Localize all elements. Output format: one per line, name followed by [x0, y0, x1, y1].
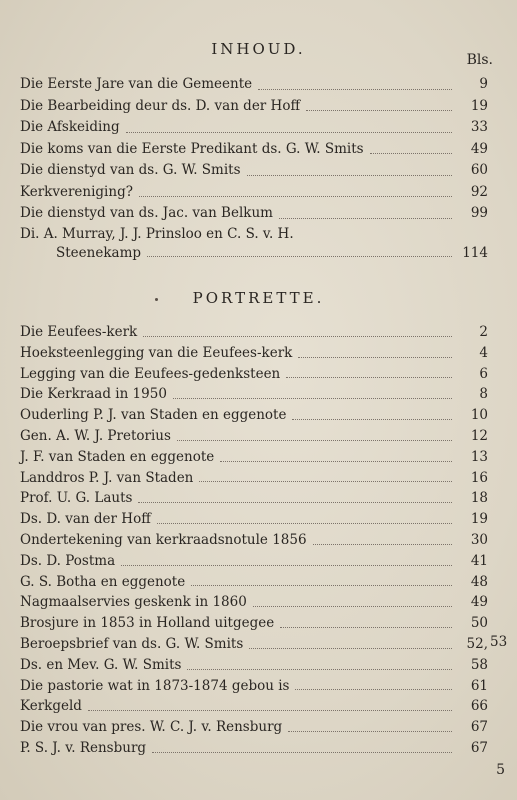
portrait-entry: [20, 364, 488, 385]
entry-title: Die Bearbeiding deur ds. D. van der Hoff: [20, 97, 301, 114]
dot-leader: [313, 544, 452, 545]
entry-page: 13: [470, 448, 488, 465]
entry-title: Die Afskeiding: [20, 119, 120, 135]
entry-title: Legging van die Eeufees-gedenksteen: [20, 365, 281, 382]
dot-leader: [139, 196, 452, 197]
contents-heading: INHOUD.: [211, 40, 306, 58]
dot-leader: [279, 218, 452, 219]
portrait-entry: [20, 405, 488, 426]
entry-page: 58: [470, 656, 488, 673]
contents-entry: [20, 96, 488, 118]
contents-entry: [20, 74, 488, 96]
entry-page: 6: [479, 365, 488, 382]
portrait-entry: [20, 322, 488, 343]
entry-page: 18: [470, 490, 488, 507]
entry-title: Die vrou van pres. W. C. J. v. Rensburg: [20, 719, 283, 736]
contents-entry: [20, 203, 488, 225]
entry-title: Die dienstyd van ds. G. W. Smits: [20, 162, 241, 178]
dot-leader: [126, 132, 452, 133]
entry-page: 8: [479, 386, 488, 403]
portrait-entry: [20, 634, 488, 655]
dot-leader: [292, 419, 452, 420]
dot-leader: [253, 606, 452, 607]
entry-page: 49: [470, 594, 488, 611]
entry-page: 16: [470, 469, 488, 486]
dot-leader: [280, 627, 452, 628]
portrait-entry: [20, 572, 488, 593]
dot-leader: [295, 689, 452, 690]
entry-title-line1: Di. A. Murray, J. J. Prinsloo en C. S. v. H.: [20, 225, 294, 242]
entry-title: Brosjure in 1853 in Holland uitgegee: [20, 615, 275, 632]
entry-page: 41: [470, 552, 488, 569]
portrait-entry: [20, 717, 488, 738]
entry-title: J. F. van Staden en eggenote: [20, 448, 215, 465]
entry-title: Ds. D. van der Hoff: [20, 511, 151, 528]
dot-leader: [121, 565, 452, 566]
dot-leader: [152, 752, 452, 753]
entry-page: 52,: [466, 635, 488, 652]
entry-page: 19: [470, 97, 488, 114]
entry-page: 4: [479, 344, 488, 361]
entry-title: Kerkgeld: [20, 698, 82, 715]
dot-leader: [138, 502, 452, 503]
dot-leader: [173, 398, 452, 399]
entry-title: Ds. D. Postma: [20, 552, 116, 569]
contents-entry: [20, 182, 488, 204]
entry-title: Beroepsbrief van ds. G. W. Smits: [20, 635, 244, 652]
entry-title: Ds. en Mev. G. W. Smits: [20, 656, 182, 673]
entry-title: Die Eeufees-kerk: [20, 324, 138, 340]
dot-leader: [220, 461, 452, 462]
entry-title: Die dienstyd van ds. Jac. van Belkum: [20, 205, 273, 221]
entry-page: 48: [470, 573, 488, 590]
entry-title-line2: Steenekamp: [56, 244, 142, 261]
entry-title: Gen. A. W. J. Pretorius: [20, 427, 171, 444]
entry-title: Ouderling P. J. van Staden en eggenote: [20, 407, 287, 424]
contents-entry: [20, 117, 488, 139]
entry-title: Hoeksteenlegging van die Eeufees-kerk: [20, 344, 293, 361]
contents-entry-multiline: [20, 225, 488, 263]
portrait-entry: [20, 676, 488, 697]
entry-page: 99: [470, 205, 488, 221]
entry-title: Kerkvereniging?: [20, 183, 133, 200]
dot-leader: [199, 481, 452, 482]
entry-page: 92: [470, 183, 488, 200]
portrait-entry: [20, 468, 488, 489]
portrait-entry: [20, 343, 488, 364]
dot-leader: [306, 110, 452, 111]
portrait-entry: [20, 613, 488, 634]
entry-page: 61: [470, 677, 488, 694]
entry-page: 67: [470, 719, 488, 736]
portrait-entry: [20, 551, 488, 572]
page-column-label: Bls.: [466, 52, 493, 68]
entry-page: 33: [470, 119, 488, 135]
entry-title: Nagmaalservies geskenk in 1860: [20, 594, 247, 611]
contents-list: [20, 74, 488, 263]
entry-title: Die Eerste Jare van die Gemeente: [20, 76, 253, 92]
dot-leader: [247, 175, 453, 176]
portrait-entry: [20, 509, 488, 530]
dot-leader: [187, 669, 452, 670]
entry-page: 10: [470, 407, 488, 424]
portraits-list: [20, 322, 488, 759]
page-number: 5: [496, 762, 505, 778]
entry-page: 2: [479, 324, 488, 340]
dot-leader: [157, 523, 452, 524]
dot-leader: [258, 89, 452, 90]
entry-title: Die Kerkraad in 1950: [20, 386, 167, 403]
entry-page: 66: [470, 698, 488, 715]
portrait-entry: [20, 488, 488, 509]
dot-leader: [191, 585, 452, 586]
entry-page: 19: [470, 511, 488, 528]
dot-leader: [88, 710, 452, 711]
portrait-entry: [20, 426, 488, 447]
entry-title: Die pastorie wat in 1873-1874 gebou is: [20, 677, 290, 694]
portrait-entry: [20, 655, 488, 676]
entry-title: Prof. U. G. Lauts: [20, 490, 133, 507]
entry-page: 50: [470, 615, 488, 632]
entry-title: Ondertekening van kerkraadsnotule 1856: [20, 531, 307, 548]
entry-title: G. S. Botha en eggenote: [20, 573, 186, 590]
dot-leader: [177, 440, 452, 441]
entry-page: 12: [470, 427, 488, 444]
portrait-entry: [20, 738, 488, 759]
extra-page-number: 53: [490, 634, 508, 650]
entry-title: P. S. J. v. Rensburg: [20, 739, 147, 756]
dot-leader: [298, 357, 452, 358]
entry-title: Die koms van die Eerste Predikant ds. G. W. Smits: [20, 140, 364, 157]
portraits-heading: PORTRETTE.: [192, 289, 325, 307]
entry-page: 67: [470, 739, 488, 756]
dot-leader: [143, 336, 452, 337]
entry-page: 49: [470, 140, 488, 157]
entry-page: 114: [462, 244, 488, 261]
portrait-entry: [20, 530, 488, 551]
portrait-entry: [20, 592, 488, 613]
portrait-entry: [20, 696, 488, 717]
dot-leader: [249, 648, 452, 649]
contents-entry: [20, 160, 488, 182]
entry-page: 30: [470, 531, 488, 548]
contents-entry: [20, 139, 488, 161]
dot-leader: [370, 153, 452, 154]
dot-leader: [147, 256, 452, 257]
dot-leader: [288, 731, 452, 732]
dot-leader: [286, 377, 452, 378]
portrait-entry: [20, 384, 488, 405]
entry-title: Landdros P. J. van Staden: [20, 469, 194, 486]
entry-page: 60: [470, 162, 488, 178]
portrait-entry: [20, 447, 488, 468]
entry-page: 9: [479, 76, 488, 92]
